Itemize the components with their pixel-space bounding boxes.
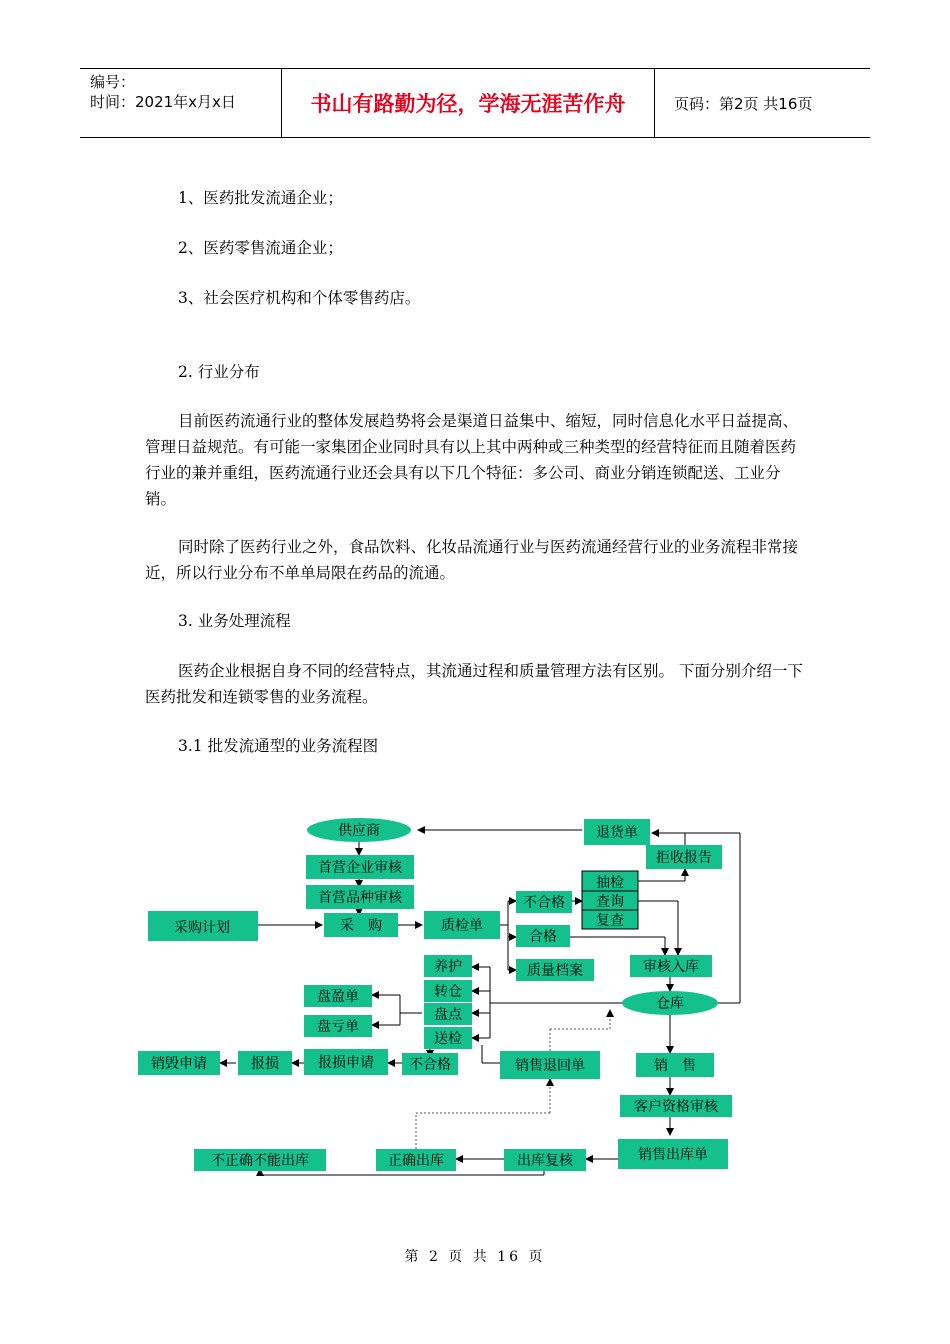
out-recheck-label: 出库复核: [517, 1153, 573, 1169]
list-item: 3、社会医疗机构和个体零售药店。: [178, 289, 421, 307]
qc-slip-label: 质检单: [441, 918, 483, 934]
sales-label: 销 售: [654, 1058, 696, 1074]
qualified-label: 合格: [529, 929, 557, 945]
sales-return-label: 销售退回单: [515, 1058, 585, 1074]
write-off-label: 报损: [251, 1056, 279, 1072]
maintain-label: 养护: [434, 959, 462, 975]
correct-out-label: 正确出库: [388, 1153, 444, 1169]
loss-label: 盘亏单: [317, 1019, 359, 1035]
write-off-apply-label: 报损申请: [318, 1055, 374, 1071]
unqualified2-label: 不合格: [409, 1057, 451, 1073]
customer-audit-label: 客户资格审核: [634, 1099, 718, 1115]
header-motto: 书山有路勤为径，学海无涯苦作舟: [281, 69, 655, 137]
wholesale-flow-diagram: [130, 805, 760, 1190]
supplier-label: 供应商: [338, 823, 380, 839]
page-footer: 第 2 页 共 16 页: [404, 1249, 546, 1265]
section-3-paragraph-1: 医药企业根据自身不同的经营特点，其流通过程和质量管理方法有区别。 下面分别介绍一下医药批发和连锁零售的业务流程。: [145, 662, 803, 706]
spot-check-label: 抽检: [596, 875, 624, 891]
send-check-label: 送检: [434, 1031, 462, 1047]
header-left-cell: [80, 69, 280, 137]
stocktake-label: 盘点: [434, 1007, 462, 1023]
audit-in-label: 审核入库: [643, 959, 699, 975]
sales-out-slip-label: 销售出库单: [638, 1147, 708, 1163]
reject-report-label: 拒收报告: [656, 850, 712, 866]
return-slip-label: 退货单: [596, 825, 638, 841]
surplus-label: 盘盈单: [317, 989, 359, 1005]
unqualified-label: 不合格: [523, 895, 565, 911]
warehouse-label: 仓库: [656, 996, 684, 1012]
transfer-label: 转仓: [434, 984, 462, 1000]
section-title-3-1: 3.1 批发流通型的业务流程图: [178, 737, 379, 755]
recheck-label: 复查: [596, 913, 624, 929]
query-label: 查询: [596, 894, 624, 910]
section-2-paragraph-1: 目前医药流通行业的整体发展趋势将会是渠道日益集中、缩短，同时信息化水平日益提高、管理日益规范。有可能一家集团企业同时具有以上其中两种或三种类型的经营特征而且随着医药行业的兼并重组，医药流通行业还会具有以下几个特征：多公司、商业分销连锁配送、工业分销。: [145, 412, 799, 508]
purchase-plan-label: 采购计划: [174, 920, 230, 936]
header-page-info: [664, 69, 870, 137]
list-item: 2、医药零售流通企业；: [178, 239, 343, 257]
purchase-label: 采 购: [340, 918, 382, 934]
number-label: 编号：: [90, 73, 136, 91]
list-item: 1、医药批发流通企业；: [178, 189, 343, 207]
first-variety-label: 首营品种审核: [318, 890, 402, 906]
first-enterprise-label: 首营企业审核: [318, 860, 402, 876]
page-info-text: 页码：第2页 共16页: [674, 94, 813, 113]
section-2-paragraph-2: 同时除了医药行业之外，食品饮料、化妆品流通行业与医药流通经营行业的业务流程非常接近，所以行业分布不单单局限在药品的流通。: [145, 538, 799, 582]
time-label: 时间：2021年x月x日: [90, 93, 236, 111]
section-title-2: 2. 行业分布: [178, 363, 260, 381]
destroy-apply-label: 销毁申请: [151, 1056, 207, 1072]
header-table: [80, 68, 870, 138]
section-title-3: 3. 业务处理流程: [178, 612, 291, 630]
quality-archive-label: 质量档案: [527, 963, 583, 979]
cannot-out-label: 不正确不能出库: [211, 1153, 309, 1169]
